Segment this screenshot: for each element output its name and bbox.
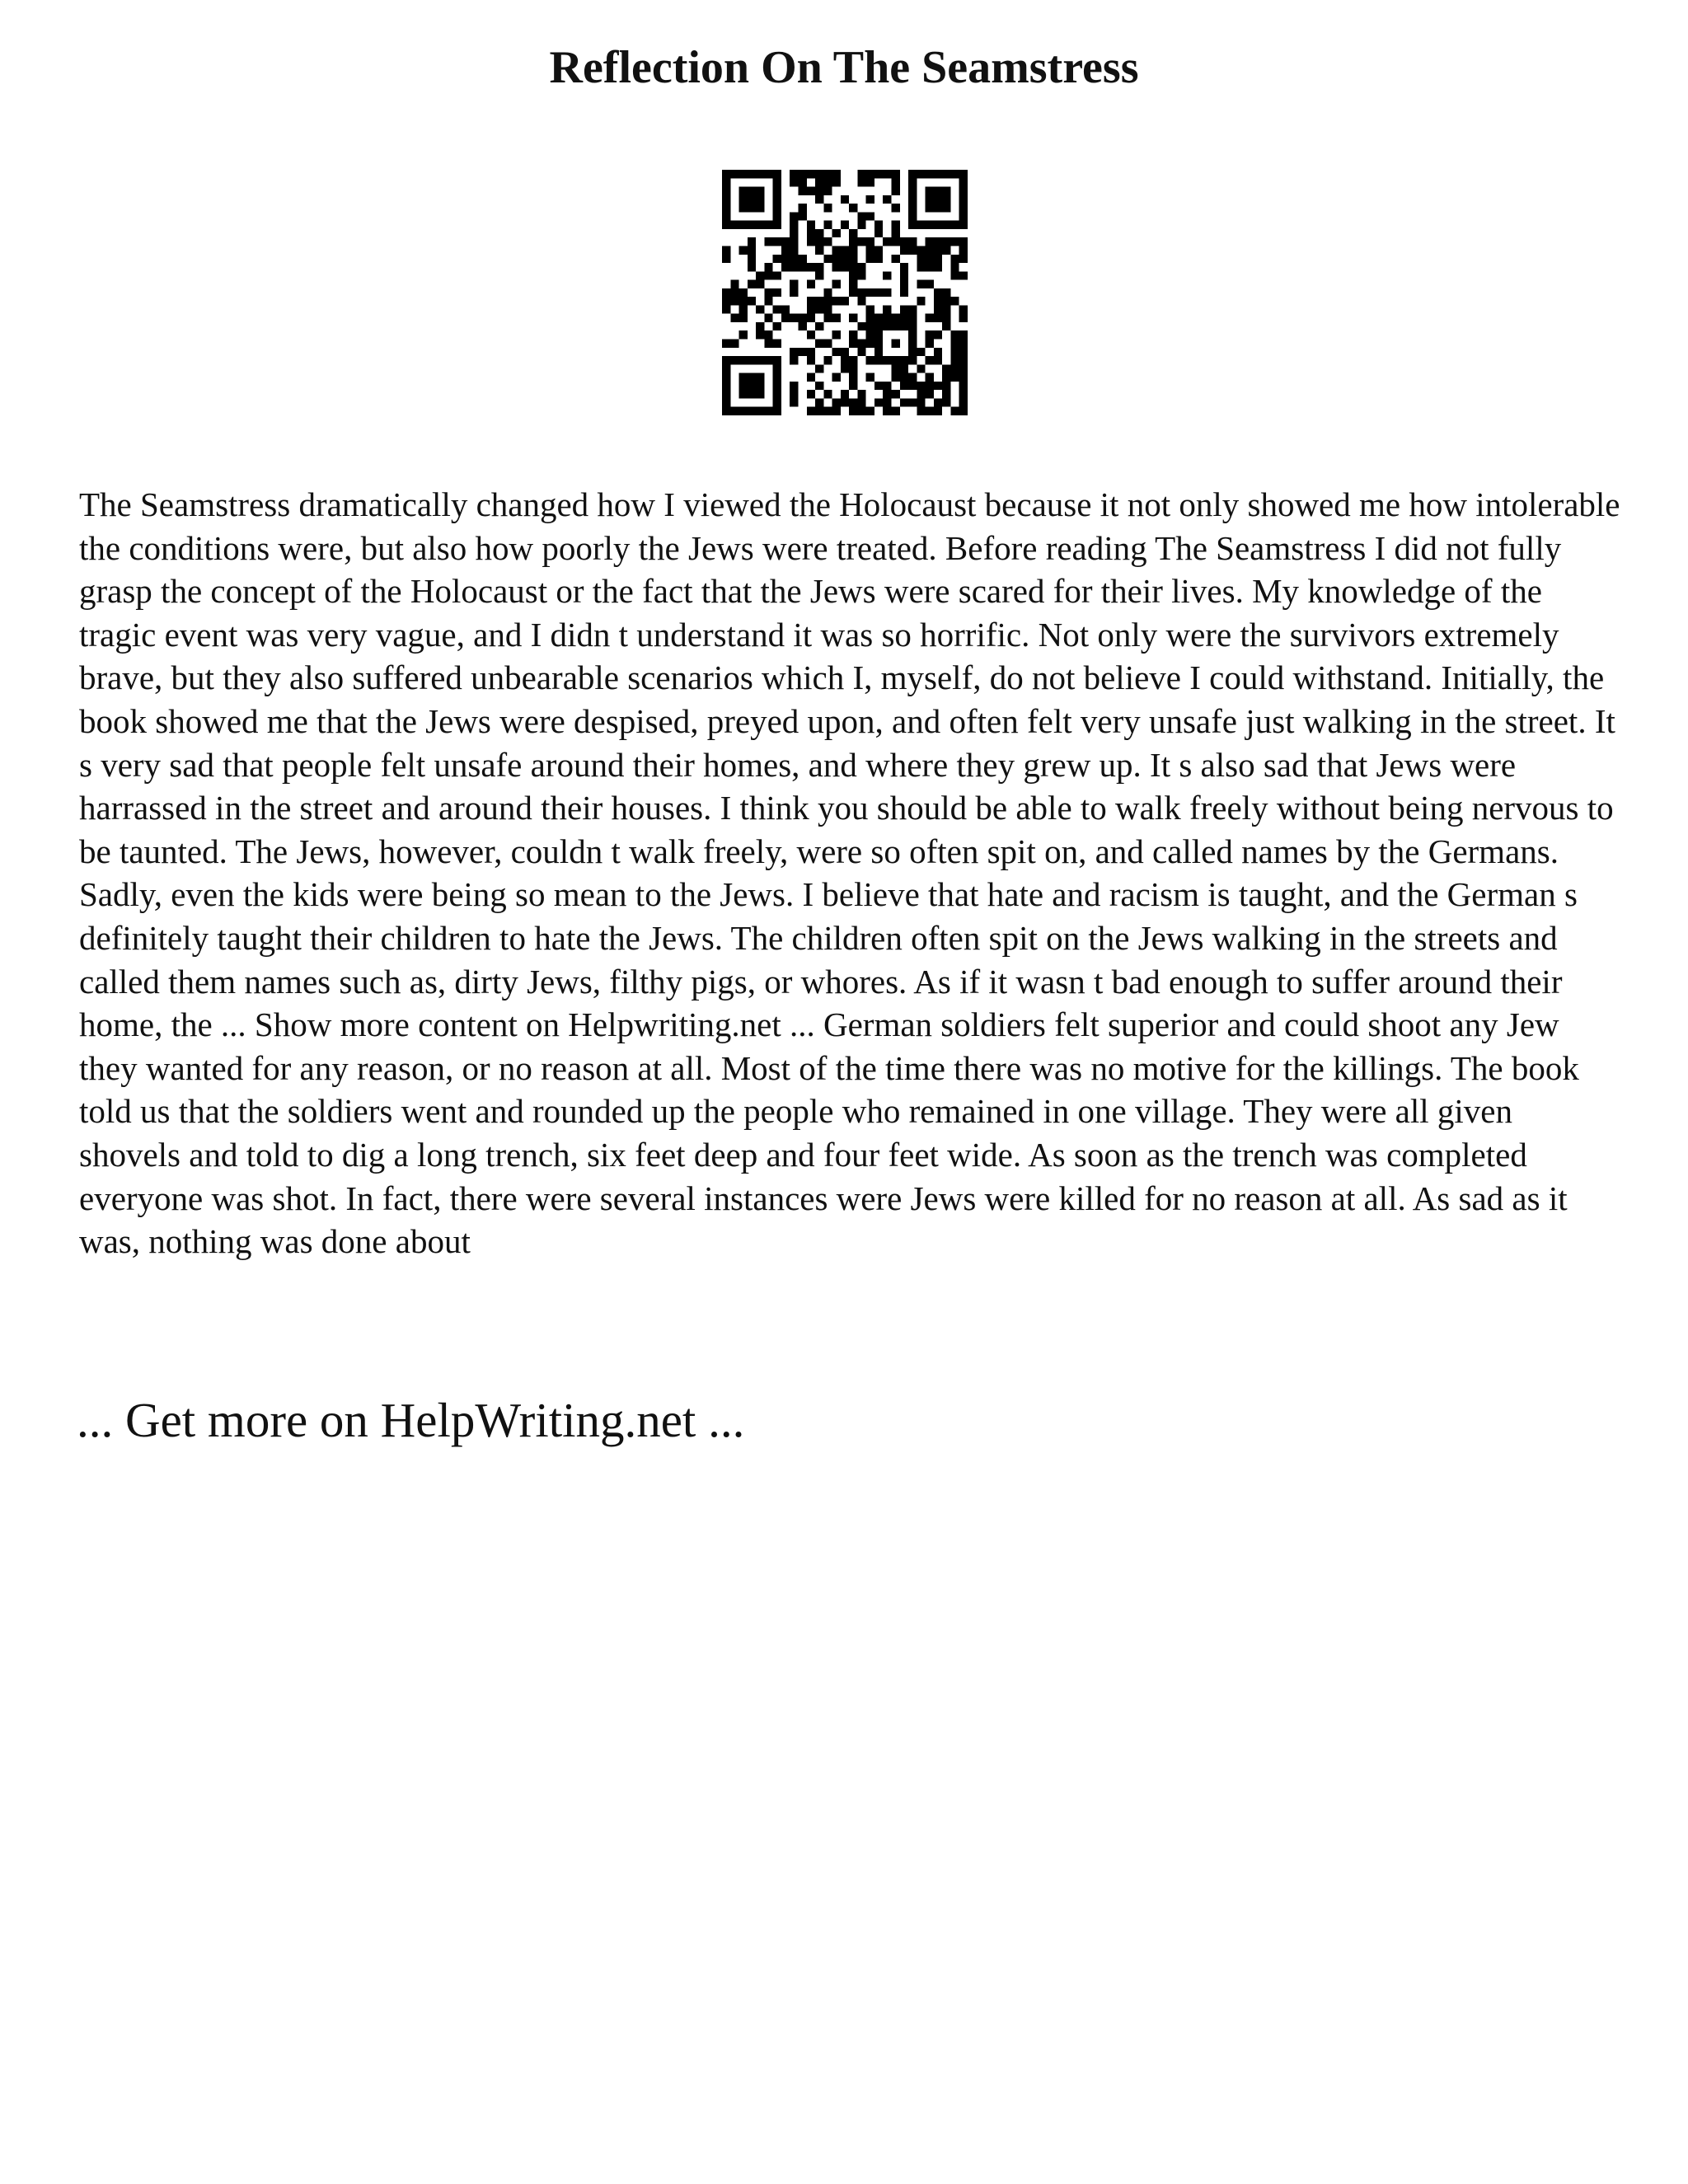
essay-body: The Seamstress dramatically changed how I viewed the Holocaust because it not only showed me how intolerable the conditions were, but also how poorly the Jews were treated. Before reading The Seamstress I did not fully grasp the concept of the Holocaust or the fact that the Jews were scared for their lives. My knowledge of the tragic event was very vague, and I didn t understand it was so horrific. Not only were the survivors extremely brave, but they also suffered unbearable scenarios which I, myself, do not believe I could withstand. Initially, the book showed me that the Jews were despised, preyed upon, and often felt very unsafe just walking in the street. It s very sad that people felt unsafe around their homes, and where they grew up. It s also sad that Jews were harrassed in the street and around their houses. I think you should be able to walk freely without being nervous to be taunted. The Jews, however, couldn t walk freely, were so often spit on, and called names by the Germans. Sadly, even the kids were being so mean to the Jews. I believe that hate and racism is taught, and the German s definitely taught their children to hate the Jews. The children often spit on the Jews walking in the streets and called them names such as, dirty Jews, filthy pigs, or whores. As if it wasn t bad enough to suffer around their home, the ... Show more content on Helpwriting.net ... German soldiers felt superior and could shoot any Jew they wanted for any reason, or no reason at all. Most of the time there was no motive for the killings. The book told us that the soldiers went and rounded up the people who remained in one village. They were all given shovels and told to dig a long trench, six feet deep and four feet wide. As soon as the trench was completed everyone was shot. In fact, there were several instances were Jews were killed for no reason at all. As sad as it was, nothing was done about — [79, 485, 1620, 1261]
get-more-link[interactable]: ... Get more on HelpWriting.net ... — [77, 1393, 745, 1447]
qr-code-icon[interactable] — [722, 170, 968, 415]
page-title: Reflection On The Seamstress — [549, 42, 1139, 93]
